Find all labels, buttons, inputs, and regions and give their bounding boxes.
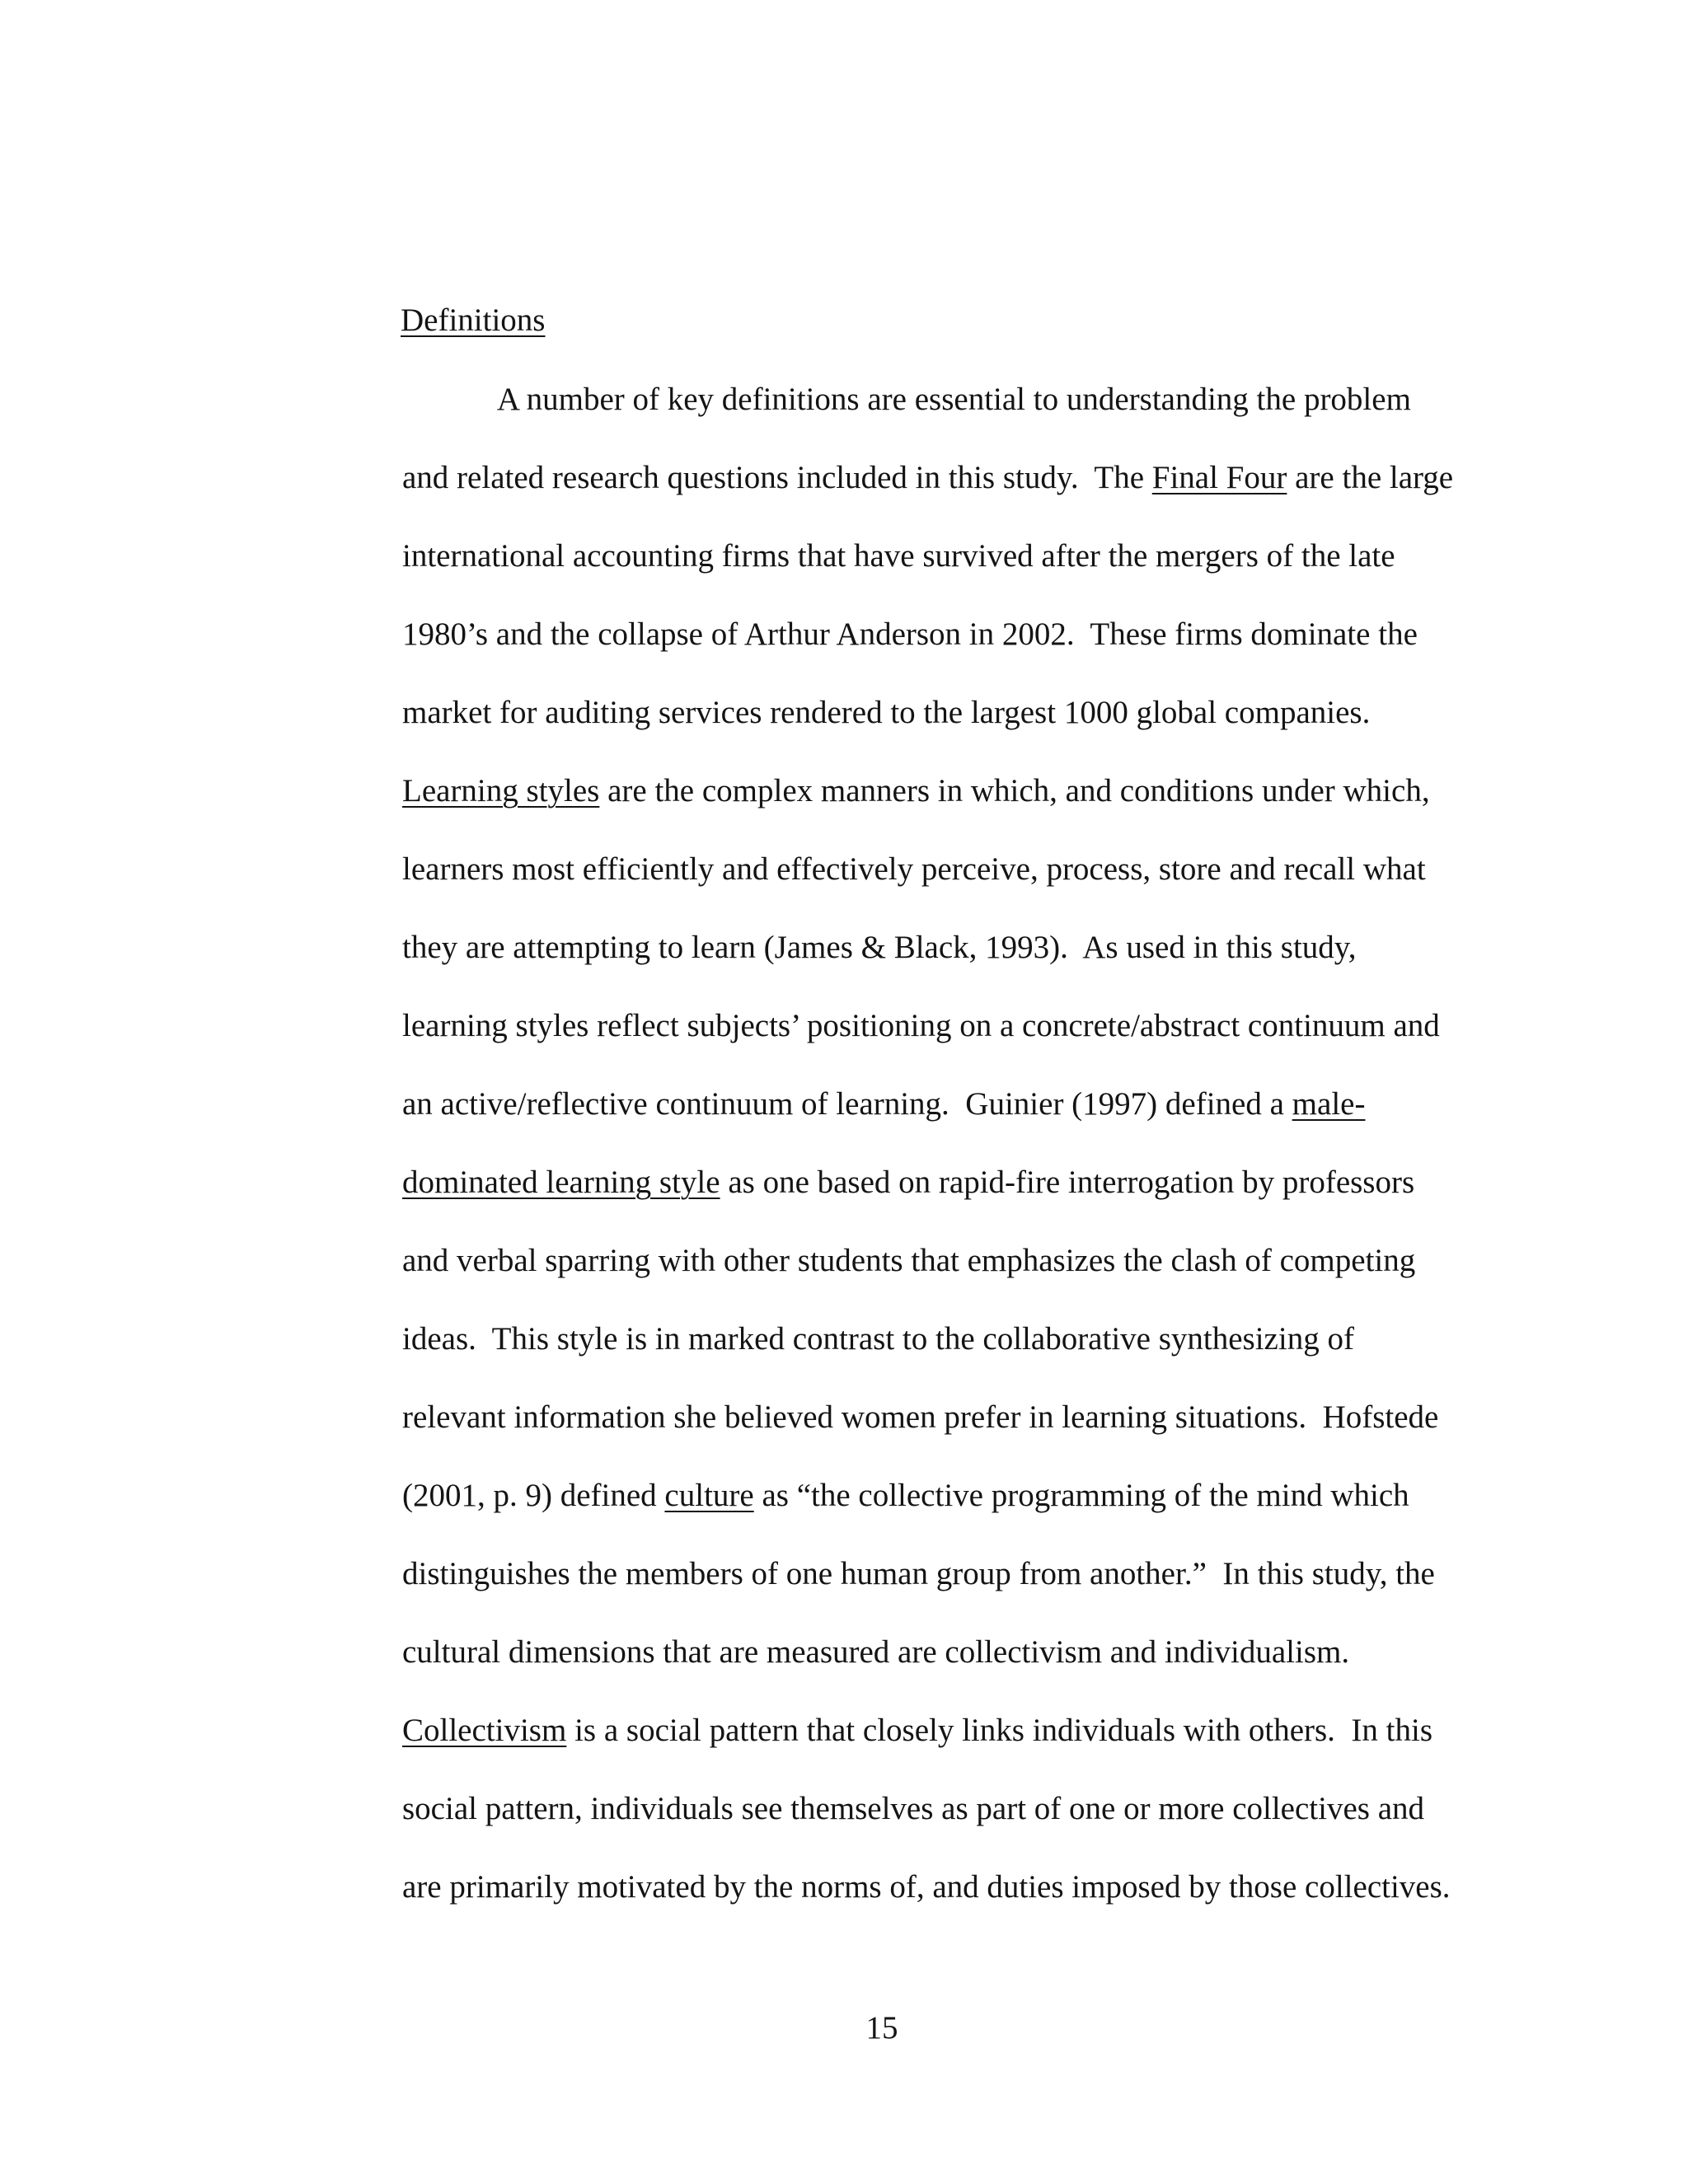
section-heading: Definitions	[401, 302, 546, 338]
text-segment: and related research questions included in this study. The	[402, 460, 1152, 495]
text-line	[402, 379, 1411, 420]
text-line	[402, 1867, 1451, 1908]
text-line	[402, 1162, 1414, 1203]
text-segment: and verbal sparring with other students that emphasizes the clash of competing	[402, 1243, 1416, 1278]
text-segment: are the complex manners in which, and conditions under which,	[599, 773, 1430, 808]
text-segment: learning styles reflect subjects’ positioning on a concrete/abstract continuum and	[402, 1008, 1440, 1043]
text-line	[402, 927, 1357, 968]
defined-term: male-	[1292, 1086, 1366, 1122]
text-segment: distinguishes the members of one human group from another.” In this study, the	[402, 1556, 1435, 1591]
text-segment: an active/reflective continuum of learning. Guinier (1997) defined a	[402, 1086, 1292, 1122]
text-segment: international accounting firms that have survived after the mergers of the late	[402, 538, 1395, 574]
text-line	[402, 1475, 1409, 1516]
text-line	[402, 692, 1370, 733]
text-line	[402, 457, 1453, 499]
text-line	[402, 536, 1395, 577]
text-line	[402, 849, 1426, 890]
text-segment: 1980’s and the collapse of Arthur Anderson in 2002. These firms dominate the	[402, 616, 1418, 652]
page-number: 15	[865, 2010, 898, 2046]
text-line	[402, 1632, 1349, 1673]
text-segment: they are attempting to learn (James & Black, 1993). As used in this study,	[402, 930, 1357, 965]
text-line	[402, 1554, 1435, 1595]
text-segment: (2001, p. 9) defined	[402, 1478, 665, 1513]
defined-term: Collectivism	[402, 1713, 567, 1748]
text-line	[402, 1397, 1438, 1438]
text-line	[402, 1084, 1365, 1125]
text-segment: learners most efficiently and effectively perceive, process, store and recall what	[402, 851, 1426, 887]
text-segment: cultural dimensions that are measured are collectivism and individualism.	[402, 1634, 1350, 1670]
text-segment: is a social pattern that closely links individuals with others. In this	[566, 1713, 1433, 1748]
text-line	[402, 614, 1418, 655]
text-segment: A number of key definitions are essential to understanding the problem	[402, 382, 1411, 417]
text-segment: are the large	[1287, 460, 1454, 495]
text-line	[402, 1788, 1424, 1830]
text-line	[402, 1710, 1432, 1751]
text-line	[402, 1240, 1415, 1282]
text-segment: market for auditing services rendered to the largest 1000 global companies.	[402, 695, 1371, 730]
text-segment: as one based on rapid-fire interrogation by professors	[720, 1165, 1415, 1200]
text-segment: social pattern, individuals see themselves as part of one or more collectives and	[402, 1791, 1425, 1826]
defined-term: Final Four	[1151, 460, 1287, 495]
text-segment: as “the collective programming of the mind which	[753, 1478, 1409, 1513]
defined-term: culture	[664, 1478, 754, 1513]
text-segment: are primarily motivated by the norms of, and duties imposed by those collectives.	[402, 1869, 1451, 1905]
text-line	[402, 1005, 1440, 1047]
text-line	[402, 1319, 1354, 1360]
text-segment: relevant information she believed women prefer in learning situations. Hofstede	[402, 1399, 1439, 1435]
text-segment: ideas. This style is in marked contrast to the collaborative synthesizing of	[402, 1321, 1354, 1357]
defined-term: Learning styles	[402, 773, 600, 808]
text-line	[402, 771, 1430, 812]
defined-term: dominated learning style	[402, 1165, 720, 1200]
